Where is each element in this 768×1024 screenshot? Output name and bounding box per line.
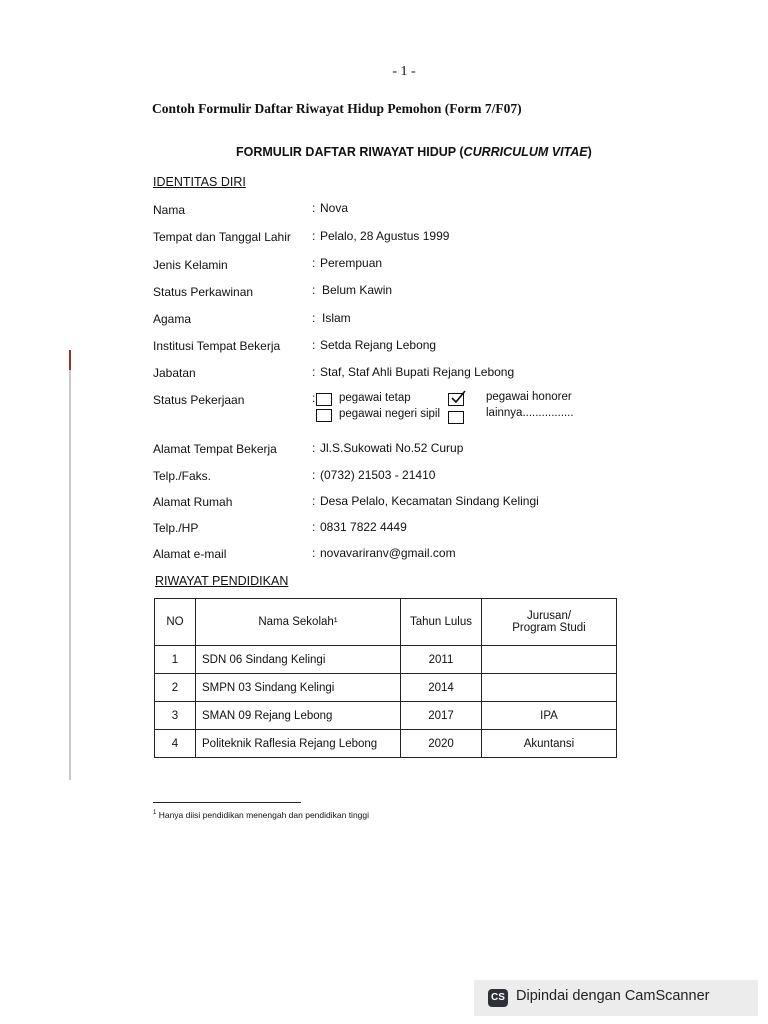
field-colon: : [312, 338, 316, 352]
cell-no: 4 [155, 730, 196, 758]
field-colon: : [312, 441, 316, 455]
field-label-marital: Status Perkawinan [153, 285, 254, 299]
field-value-name: Nova [320, 201, 349, 215]
column-header-major-line1: Jurusan/ [526, 610, 572, 622]
cell-year: 2014 [401, 674, 482, 702]
scanner-watermark-text: Dipindai dengan CamScanner [516, 988, 710, 1004]
checkmark-icon [449, 390, 467, 406]
option-label-pegawai-negeri-sipil: pegawai negeri sipil [339, 408, 441, 420]
field-value-work-address: Jl.S.Sukowati No.52 Curup [320, 441, 464, 455]
field-value-home-address: Desa Pelalo, Kecamatan Sindang Kelingi [320, 494, 539, 508]
form-title-main: FORMULIR DAFTAR RIWAYAT HIDUP ( [236, 145, 464, 159]
table-row [155, 702, 617, 730]
field-value-position: Staf, Staf Ahli Bupati Rejang Lebong [320, 365, 515, 379]
field-colon: : [312, 520, 316, 534]
field-value-mobile: 0831 7822 4449 [320, 520, 407, 534]
option-label-lainnya: lainnya................ [486, 407, 574, 419]
column-header-no: NO [155, 599, 196, 646]
form-title-italic: CURRICULUM VITAE [463, 145, 588, 159]
field-value-institution: Setda Rejang Lebong [320, 338, 437, 352]
field-value-email: novavariranv@gmail.com [320, 546, 456, 560]
cell-school: SDN 06 Sindang Kelingi [196, 646, 401, 674]
field-colon: : [312, 283, 316, 297]
field-label-birth: Tempat dan Tanggal Lahir [153, 230, 291, 244]
footnote-separator [153, 802, 301, 803]
field-value-marital: Belum Kawin [322, 283, 393, 297]
field-label-name: Nama [153, 203, 186, 217]
field-colon: : [312, 391, 316, 405]
field-label-employment: Status Pekerjaan [153, 393, 245, 407]
cell-year: 2011 [401, 646, 482, 674]
field-colon: : [312, 256, 316, 270]
cell-major: IPA [482, 702, 617, 730]
footnote-text: Hanya diisi pendidikan menengah dan pendidikan tinggi [158, 810, 370, 820]
cell-major [482, 646, 617, 674]
column-header-year: Tahun Lulus [401, 599, 482, 646]
table-header-row [155, 599, 617, 646]
field-label-religion: Agama [153, 312, 192, 326]
option-label-pegawai-tetap: pegawai tetap [339, 392, 411, 404]
table-row [155, 674, 617, 702]
cell-year: 2020 [401, 730, 482, 758]
cell-major: Akuntansi [482, 730, 617, 758]
table-row [155, 646, 617, 674]
checkbox-pegawai-negeri-sipil[interactable] [316, 409, 332, 422]
field-colon: : [312, 546, 316, 560]
camscanner-logo-icon: CS [488, 989, 508, 1007]
field-label-home-address: Alamat Rumah [153, 495, 233, 509]
cell-school: SMAN 09 Rejang Lebong [196, 702, 401, 730]
education-table [154, 598, 617, 758]
field-label-mobile: Telp./HP [153, 521, 199, 535]
form-title-close: ) [587, 145, 592, 159]
cell-school: Politeknik Raflesia Rejang Lebong [196, 730, 401, 758]
field-label-phone-fax: Telp./Faks. [153, 469, 212, 483]
column-header-major-line2: Program Studi [512, 622, 586, 634]
scan-edge-mark [69, 350, 71, 370]
page-number: - 1 - [392, 64, 416, 79]
field-value-phone-fax: (0732) 21503 - 21410 [320, 468, 436, 482]
cell-school: SMPN 03 Sindang Kelingi [196, 674, 401, 702]
field-label-gender: Jenis Kelamin [153, 258, 228, 272]
cell-year: 2017 [401, 702, 482, 730]
field-value-birth: Pelalo, 28 Agustus 1999 [320, 229, 450, 243]
footnote [153, 810, 369, 820]
section-identity-heading: IDENTITAS DIRI [153, 175, 246, 189]
checkbox-pegawai-tetap[interactable] [316, 393, 332, 406]
field-colon: : [312, 311, 316, 325]
field-label-position: Jabatan [153, 366, 196, 380]
section-education-heading: RIWAYAT PENDIDIKAN [155, 574, 289, 588]
field-label-email: Alamat e-mail [153, 547, 227, 561]
field-colon: : [312, 365, 316, 379]
field-colon: : [312, 494, 316, 508]
checkbox-pegawai-honorer[interactable] [448, 393, 464, 406]
cell-no: 3 [155, 702, 196, 730]
cell-no: 2 [155, 674, 196, 702]
field-value-religion: Islam [322, 311, 351, 325]
cell-no: 1 [155, 646, 196, 674]
field-colon: : [312, 201, 316, 215]
scan-edge-shadow [69, 350, 71, 780]
field-label-institution: Institusi Tempat Bekerja [153, 339, 281, 353]
field-colon: : [312, 229, 316, 243]
form-title [236, 145, 592, 159]
checkbox-lainnya[interactable] [448, 411, 464, 424]
option-label-pegawai-honorer: pegawai honorer [486, 391, 572, 403]
field-label-work-address: Alamat Tempat Bekerja [153, 442, 277, 456]
column-header-major [482, 599, 617, 646]
footnote-mark: 1 [153, 810, 157, 817]
form-reference: Contoh Formulir Daftar Riwayat Hidup Pemohon (Form 7/F07) [152, 101, 522, 116]
field-colon: : [312, 468, 316, 482]
column-header-school: Nama Sekolah¹ [196, 599, 401, 646]
table-row [155, 730, 617, 758]
field-value-gender: Perempuan [320, 256, 383, 270]
cell-major [482, 674, 617, 702]
